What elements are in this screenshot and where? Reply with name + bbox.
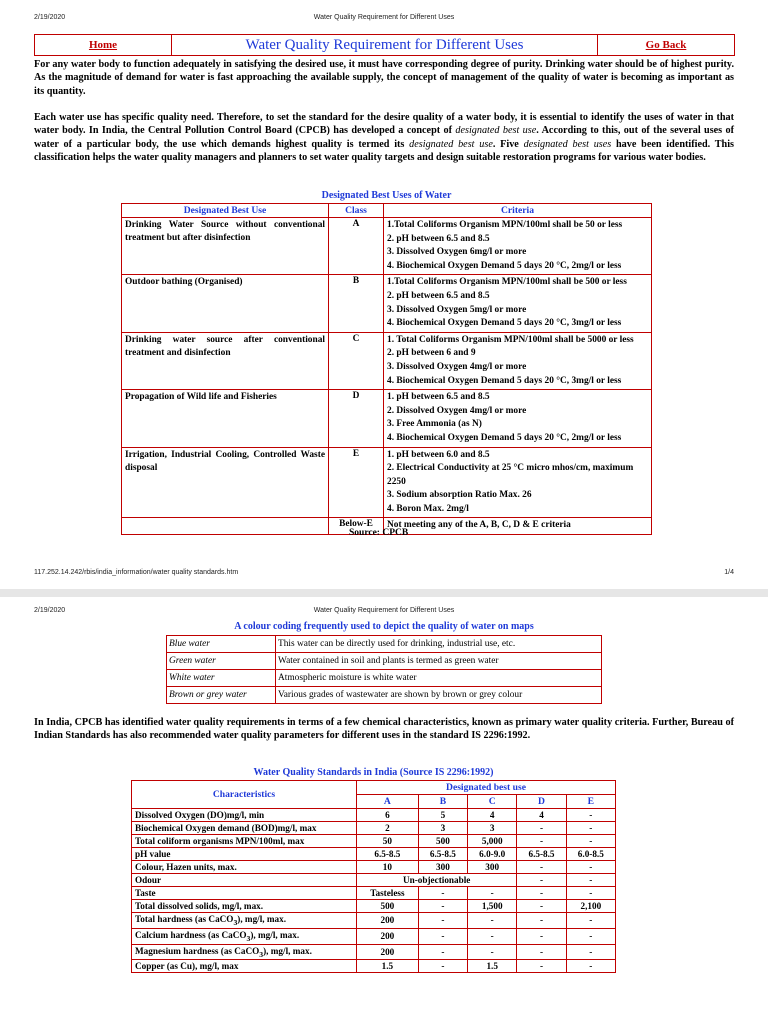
- table-row: [132, 874, 616, 887]
- characteristic-cell: [132, 944, 357, 960]
- value-cell: 6.5-8.5: [357, 848, 419, 861]
- cpcb-paragraph: In India, CPCB has identified water quality requirements in terms of a few chemical characteristics, known as primary water quality criteria. Further, Bureau of Indian Standards has also recommended water quality parameters for different uses in the standard IS 2296:1992.: [34, 717, 734, 742]
- criteria-line: Not meeting any of the A, B, C, D & E criteria: [387, 520, 571, 531]
- value-cell: -: [517, 887, 566, 900]
- use-cell: Outdoor bathing (Organised): [122, 275, 329, 332]
- page-divider: [0, 589, 768, 597]
- table-row: [132, 848, 616, 861]
- value-cell: -: [566, 887, 615, 900]
- class-cell: A: [329, 218, 384, 275]
- colour-table-caption: A colour coding frequently used to depict the quality of water on maps: [234, 621, 534, 632]
- characteristic-label-end: ), mg/l, max.: [237, 914, 287, 924]
- characteristic-label-end: ), mg/l, max.: [263, 945, 312, 956]
- value-cell: 300: [418, 861, 467, 874]
- table-row: [122, 332, 652, 389]
- print-footer: [0, 569, 768, 581]
- criteria-line: 1.Total Coliforms Organism MPN/100ml shall be 500 or less: [387, 277, 627, 288]
- value-cell: -: [517, 928, 566, 944]
- source-note: Source: CPCB: [349, 528, 409, 538]
- characteristic-cell: [132, 900, 357, 913]
- characteristic-cell: [132, 822, 357, 835]
- characteristic-label: Total hardness (as CaCO: [135, 914, 234, 924]
- criteria-cell: [384, 518, 652, 535]
- criteria-cell: [384, 332, 652, 389]
- value-cell: -: [566, 944, 615, 960]
- table-row: [122, 218, 652, 275]
- value-cell: -: [517, 874, 566, 887]
- col-header-criteria: Criteria: [384, 204, 652, 218]
- value-cell: 4: [517, 809, 566, 822]
- colour-name-cell: Blue water: [167, 636, 276, 653]
- value-cell: -: [566, 913, 615, 929]
- criteria-line: 2. Electrical Conductivity at 25 °C micro mhos/cm, maximum 2250: [387, 463, 634, 487]
- value-cell: -: [468, 887, 517, 900]
- water-standards-table: [131, 780, 616, 973]
- characteristic-cell: [132, 861, 357, 874]
- col-header-class: B: [418, 795, 467, 809]
- criteria-line: 2. Dissolved Oxygen 4mg/l or more: [387, 405, 527, 416]
- value-cell-merged: Un-objectionable: [357, 874, 517, 887]
- table-row: [122, 447, 652, 518]
- designated-uses-table: [121, 203, 652, 535]
- value-cell: -: [566, 874, 615, 887]
- table-row: [167, 670, 602, 687]
- table-row: [132, 900, 616, 913]
- col-header-class: C: [468, 795, 517, 809]
- colour-name-cell: White water: [167, 670, 276, 687]
- print-header-page-2: [0, 605, 768, 619]
- value-cell: 500: [418, 835, 467, 848]
- criteria-line: 3. Sodium absorption Ratio Max. 26: [387, 490, 532, 501]
- colour-desc-cell: Atmospheric moisture is white water: [276, 670, 602, 687]
- value-cell: -: [566, 928, 615, 944]
- characteristic-label: Colour, Hazen units, max.: [135, 862, 237, 872]
- value-cell: -: [418, 913, 467, 929]
- value-cell: -: [566, 809, 615, 822]
- characteristic-label: Total coliform organisms MPN/100ml, max: [135, 836, 305, 846]
- print-page-number: 1/4: [724, 569, 734, 576]
- value-cell: -: [517, 861, 566, 874]
- criteria-line: 2. pH between 6 and 9: [387, 348, 476, 359]
- go-back-link[interactable]: Go Back: [598, 35, 735, 56]
- value-cell: 200: [357, 913, 419, 929]
- use-cell: Drinking Water Source without conventional treatment but after disinfection: [122, 218, 329, 275]
- characteristic-cell: [132, 887, 357, 900]
- value-cell: 3: [468, 822, 517, 835]
- colour-desc-cell: Various grades of wastewater are shown by brown or grey colour: [276, 687, 602, 704]
- value-cell: 6.5-8.5: [418, 848, 467, 861]
- table-row: [132, 835, 616, 848]
- value-cell: -: [418, 887, 467, 900]
- class-cell: D: [329, 390, 384, 447]
- characteristic-label: pH value: [135, 849, 171, 859]
- criteria-line: 1. Total Coliforms Organism MPN/100ml shall be 5000 or less: [387, 334, 634, 345]
- characteristic-label: Calcium hardness (as CaCO: [135, 929, 247, 940]
- criteria-line: 3. Free Ammonia (as N): [387, 419, 482, 430]
- criteria-line: 3. Dissolved Oxygen 6mg/l or more: [387, 247, 527, 258]
- intro-paragraph-1: For any water body to function adequately in satisfying the desired use, it must have corresponding degree of purity. Drinking water should be of highest purity. As the magnitude of demand for water is fast approaching the available supply, the concept of management of the quality of water is becoming as important as its quantity.: [34, 59, 734, 97]
- criteria-cell: [384, 275, 652, 332]
- class-cell: Below-E: [329, 518, 384, 535]
- value-cell: 6.0-9.0: [468, 848, 517, 861]
- colour-name-cell: Green water: [167, 653, 276, 670]
- value-cell: 4: [468, 809, 517, 822]
- characteristic-cell: [132, 848, 357, 861]
- value-cell: 50: [357, 835, 419, 848]
- value-cell: 10: [357, 861, 419, 874]
- col-header-class: D: [517, 795, 566, 809]
- class-cell: B: [329, 275, 384, 332]
- table-row: [122, 390, 652, 447]
- value-cell: -: [517, 835, 566, 848]
- table-row: [132, 861, 616, 874]
- characteristic-label: Copper (as Cu), mg/l, max: [135, 961, 239, 972]
- criteria-line: 4. Boron Max. 2mg/l: [387, 503, 469, 514]
- value-cell: -: [517, 822, 566, 835]
- characteristic-cell: [132, 960, 357, 973]
- col-header-class: E: [566, 795, 615, 809]
- home-link[interactable]: Home: [35, 35, 172, 56]
- value-cell: 500: [357, 900, 419, 913]
- uses-table-caption: Designated Best Uses of Water: [321, 190, 452, 201]
- table-row: [167, 653, 602, 670]
- characteristic-cell: [132, 809, 357, 822]
- criteria-line: 1. pH between 6.5 and 8.5: [387, 392, 490, 403]
- criteria-line: 4. Biochemical Oxygen Demand 5 days 20 °C, 2mg/l or less: [387, 260, 622, 271]
- criteria-line: 3. Dissolved Oxygen 4mg/l or more: [387, 361, 527, 372]
- print-date: 2/19/2020: [34, 607, 66, 614]
- characteristic-label: Total dissolved solids, mg/l, max.: [135, 901, 264, 911]
- use-cell: Irrigation, Industrial Cooling, Controlled Waste disposal: [122, 447, 329, 518]
- use-cell: Drinking water source after conventional treatment and disinfection: [122, 332, 329, 389]
- table-row: [132, 809, 616, 822]
- print-header: [0, 12, 768, 26]
- value-cell: -: [468, 928, 517, 944]
- print-url: 117.252.14.242/rbis/india_information/water quality standards.htm: [34, 569, 239, 576]
- page-title: Water Quality Requirement for Different Uses: [172, 35, 598, 56]
- value-cell: -: [566, 861, 615, 874]
- col-header-characteristics: Characteristics: [132, 781, 357, 809]
- criteria-line: 4. Biochemical Oxygen Demand 5 days 20 °C, 3mg/l or less: [387, 375, 622, 386]
- subscript: 3: [233, 917, 238, 927]
- value-cell: -: [418, 944, 467, 960]
- criteria-line: 2. pH between 6.5 and 8.5: [387, 233, 490, 244]
- criteria-cell: [384, 390, 652, 447]
- colour-name-cell: Brown or grey water: [167, 687, 276, 704]
- characteristic-cell: [132, 874, 357, 887]
- characteristic-cell: [132, 835, 357, 848]
- colour-desc-cell: Water contained in soil and plants is termed as green water: [276, 653, 602, 670]
- criteria-line: 1. pH between 6.0 and 8.5: [387, 449, 490, 460]
- criteria-line: 3. Dissolved Oxygen 5mg/l or more: [387, 304, 527, 315]
- value-cell: 1.5: [468, 960, 517, 973]
- criteria-line: 2. pH between 6.5 and 8.5: [387, 290, 490, 301]
- col-header-designated-use: Designated best use: [357, 781, 616, 795]
- value-cell: -: [517, 944, 566, 960]
- value-cell: 200: [357, 944, 419, 960]
- criteria-line: 1.Total Coliforms Organism MPN/100ml shall be 50 or less: [387, 220, 623, 230]
- subscript: 3: [246, 933, 251, 943]
- colour-desc-cell: This water can be directly used for drinking, industrial use, etc.: [276, 636, 602, 653]
- value-cell: 3: [418, 822, 467, 835]
- value-cell: 200: [357, 928, 419, 944]
- characteristic-label: Odour: [135, 875, 162, 885]
- class-cell: C: [329, 332, 384, 389]
- characteristic-cell: [132, 928, 357, 944]
- value-cell: -: [517, 913, 566, 929]
- class-cell: E: [329, 447, 384, 518]
- standards-table-caption: Water Quality Standards in India (Source IS 2296:1992): [253, 767, 494, 778]
- table-row: [167, 687, 602, 704]
- use-cell: [122, 518, 329, 535]
- table-row: [132, 822, 616, 835]
- print-title: Water Quality Requirement for Different Uses: [313, 607, 455, 614]
- characteristic-label: Magnesium hardness (as CaCO: [135, 945, 260, 956]
- value-cell: -: [517, 960, 566, 973]
- value-cell: 1.5: [357, 960, 419, 973]
- value-cell: 6: [357, 809, 419, 822]
- table-row: [132, 960, 616, 973]
- table-row: [132, 913, 616, 929]
- value-cell: -: [566, 960, 615, 973]
- value-cell: 2: [357, 822, 419, 835]
- subscript: 3: [259, 949, 264, 959]
- col-header-use: Designated Best Use: [122, 204, 329, 218]
- table-row: [132, 928, 616, 944]
- value-cell: 5,000: [468, 835, 517, 848]
- print-date: 2/19/2020: [34, 14, 66, 21]
- value-cell: 300: [468, 861, 517, 874]
- characteristic-label: Dissolved Oxygen (DO)mg/l, min: [135, 810, 265, 820]
- criteria-cell: [384, 218, 652, 275]
- criteria-line: 4. Biochemical Oxygen Demand 5 days 20 °C, 3mg/l or less: [387, 318, 622, 329]
- value-cell: -: [468, 944, 517, 960]
- value-cell: -: [517, 900, 566, 913]
- value-cell: -: [418, 960, 467, 973]
- table-row: [122, 275, 652, 332]
- title-bar: [34, 34, 735, 56]
- characteristic-label: Taste: [135, 888, 156, 898]
- value-cell: -: [468, 913, 517, 929]
- intro-paragraph-2: Each water use has specific quality need. Therefore, to set the standard for the desire quality of a water body, it is essential to identify the uses of water in that water body. In India, the Central Pollution Control Board (CPCB) has developed a concept of designated best use. According to this, out of the several uses of water of a particular body, the use which demands highest quality is termed its designated best use. Five designated best uses have been identified. This classification helps the water quality managers and planners to set water quality targets and design suitable restoration programs for various water bodies.: [34, 112, 735, 163]
- criteria-cell: [384, 447, 652, 518]
- col-header-class: Class: [329, 204, 384, 218]
- colour-coding-table: [166, 635, 602, 704]
- characteristic-label: Biochemical Oxygen demand (BOD)mg/l, max: [135, 823, 317, 833]
- col-header-class: A: [357, 795, 419, 809]
- value-cell: 2,100: [566, 900, 615, 913]
- value-cell: 6.5-8.5: [517, 848, 566, 861]
- table-row: [132, 887, 616, 900]
- use-cell: Propagation of Wild life and Fisheries: [122, 390, 329, 447]
- value-cell: 6.0-8.5: [566, 848, 615, 861]
- table-row: [167, 636, 602, 653]
- value-cell: 5: [418, 809, 467, 822]
- value-cell: -: [418, 900, 467, 913]
- value-cell: -: [566, 835, 615, 848]
- criteria-line: 4. Biochemical Oxygen Demand 5 days 20 °C, 2mg/l or less: [387, 432, 622, 443]
- value-cell: -: [418, 928, 467, 944]
- value-cell: Tasteless: [357, 887, 419, 900]
- characteristic-cell: [132, 913, 357, 929]
- value-cell: 1,500: [468, 900, 517, 913]
- table-row: [132, 944, 616, 960]
- characteristic-label-end: ), mg/l, max.: [250, 929, 300, 940]
- value-cell: -: [566, 822, 615, 835]
- print-title: Water Quality Requirement for Different Uses: [313, 14, 455, 21]
